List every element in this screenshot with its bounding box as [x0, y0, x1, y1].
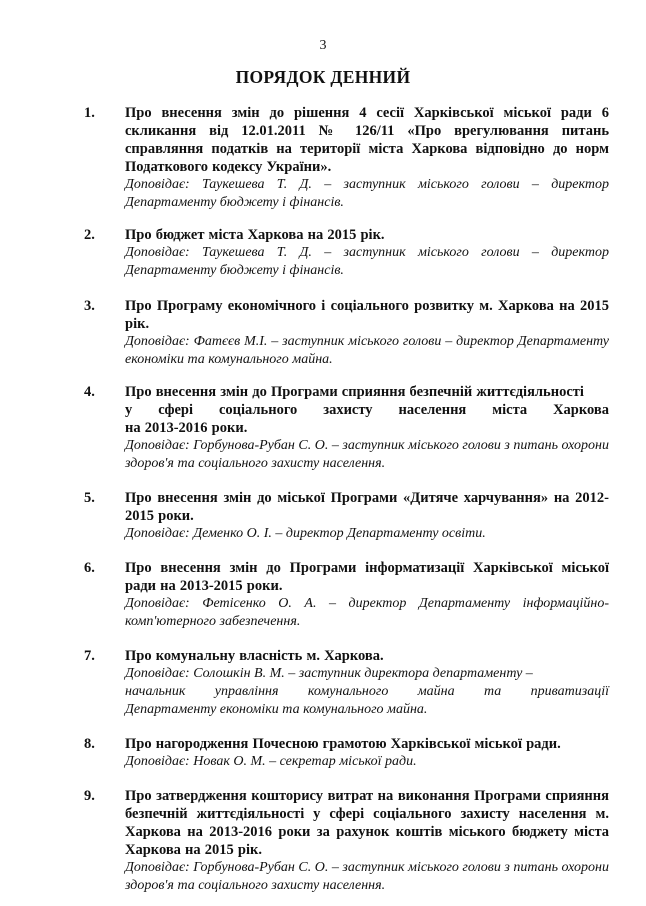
item-title: Про затвердження кошторису витрат на виконання Програми сприяння безпечній життєдіяльності у сфері соціального захисту населення м. Харкова на 2013-2016 роки за рахунок коштів міського бюджету міста Харкова на 2015 рік. [125, 788, 609, 858]
item-reporter-line: начальник управління комунального майна та приватизації [125, 684, 609, 699]
item-title-line: Про внесення змін до Програми сприяння безпечній життєдіяльності [125, 384, 584, 400]
agenda-item [0, 226, 646, 280]
agenda-item [0, 383, 646, 473]
item-title-line: у сфері соціального захисту населення міста Харкова [125, 402, 609, 418]
agenda-item [0, 559, 646, 631]
agenda-item [0, 297, 646, 369]
page-number: 3 [319, 38, 327, 53]
agenda-item [0, 104, 646, 212]
item-number: 3. [84, 298, 95, 314]
item-number: 2. [84, 227, 95, 243]
item-reporter: Доповідає: Горбунова-Рубан С. О. – заступник міського голови з питань охорони здоров'я та соціального захисту населення. [125, 860, 609, 893]
item-reporter: Доповідає: Таукешева Т. Д. – заступник міського голови – директор Департаменту бюджету і фінансів. [125, 245, 609, 278]
item-reporter: Доповідає: Новак О. М. – секретар міської ради. [125, 754, 417, 769]
item-reporter: Доповідає: Фетісенко О. А. – директор Департаменту інформаційно-комп'ютерного забезпечення. [125, 596, 609, 629]
item-number: 7. [84, 648, 95, 664]
item-reporter: Доповідає: Горбунова-Рубан С. О. – заступник міського голови з питань охорони здоров'я та соціального захисту населення. [125, 438, 609, 471]
item-number: 8. [84, 736, 95, 752]
item-reporter: Доповідає: Таукешева Т. Д. – заступник міського голови – директор Департаменту бюджету і фінансів. [125, 177, 609, 210]
item-number: 6. [84, 560, 95, 576]
item-title [125, 383, 609, 437]
item-title: Про нагородження Почесною грамотою Харківської міської ради. [125, 736, 561, 752]
item-reporter: Доповідає: Фатєєв М.І. – заступник міського голови – директор Департаменту економіки та комунального майна. [125, 334, 609, 367]
agenda-item [0, 787, 646, 895]
item-title: Про внесення змін до рішення 4 сесії Харківської міської ради 6 скликання від 12.01.2011 № 126/11 «Про врегулювання питань справляння податків на території міста Харкова відповідно до норм Податкового кодексу України». [125, 105, 609, 175]
item-title: Про бюджет міста Харкова на 2015 рік. [125, 227, 385, 243]
item-title: Про внесення змін до Програми інформатизації Харківської міської ради на 2013-2015 роки. [125, 560, 609, 594]
agenda-item [0, 735, 646, 771]
agenda-list [0, 104, 646, 895]
item-title: Про Програму економічного і соціального розвитку м. Харкова на 2015 рік. [125, 298, 609, 332]
item-number: 9. [84, 788, 95, 804]
item-reporter-line: Доповідає: Солошкін В. М. – заступник директора департаменту – [125, 666, 533, 681]
item-reporter-line: Департаменту економіки та комунального майна. [125, 702, 428, 717]
item-number: 1. [84, 105, 95, 121]
item-number: 5. [84, 490, 95, 506]
item-reporter: Доповідає: Деменко О. І. – директор Департаменту освіти. [125, 526, 486, 541]
item-title: Про внесення змін до міської Програми «Дитяче харчування» на 2012-2015 роки. [125, 490, 609, 524]
agenda-title: ПОРЯДОК ДЕННИЙ [235, 67, 411, 87]
item-title: Про комунальну власність м. Харкова. [125, 648, 384, 664]
agenda-item [0, 489, 646, 543]
item-number: 4. [84, 384, 95, 400]
item-reporter [125, 665, 609, 719]
item-title-line: на 2013-2016 роки. [125, 420, 248, 436]
agenda-item [0, 647, 646, 719]
